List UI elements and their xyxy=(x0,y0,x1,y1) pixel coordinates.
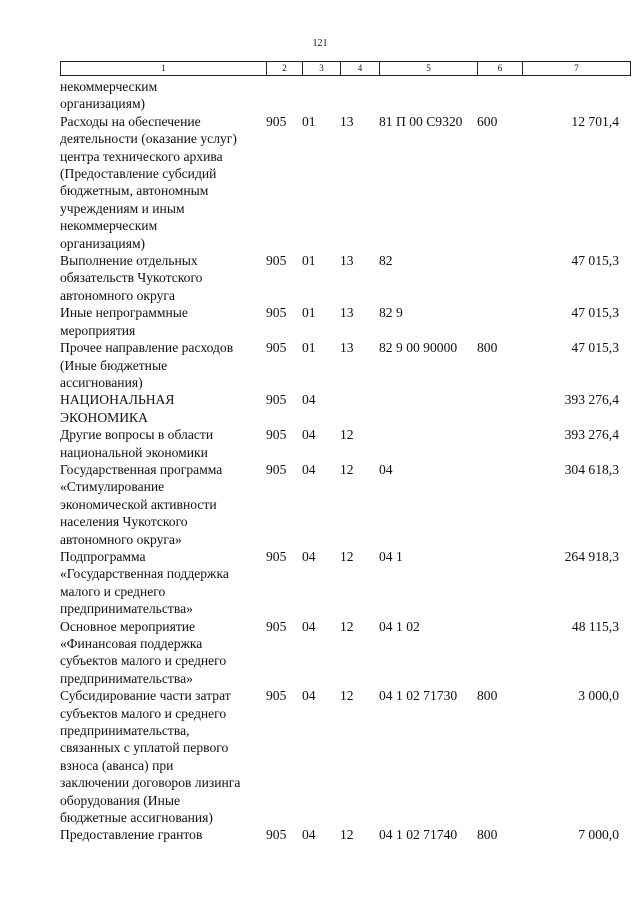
table-header xyxy=(60,61,631,76)
table-row xyxy=(60,618,631,688)
row-expense-type xyxy=(477,252,522,304)
row-amount: 3 000,0 xyxy=(578,688,619,704)
row-subsection: 12 xyxy=(340,827,354,843)
row-name: Расходы на обеспечение деятельности (оказание услуг) центра технического архива (Предоставление субсидий бюджетным, автономным учреждениям и иным некоммерческим организациям) xyxy=(60,113,237,251)
row-section: 04 xyxy=(302,461,316,477)
row-subsection: 13 xyxy=(340,253,354,269)
row-target-code: 04 xyxy=(379,461,393,477)
row-amount: 47 015,3 xyxy=(571,305,619,321)
row-grbs: 905 xyxy=(266,305,287,321)
row-amount: 393 276,4 xyxy=(564,427,619,443)
row-subsection: 12 xyxy=(340,688,354,704)
row-amount: 47 015,3 xyxy=(571,253,619,269)
table-row xyxy=(60,339,631,391)
row-name: некоммерческим организациям) xyxy=(60,79,158,112)
row-grbs: 905 xyxy=(266,427,287,443)
row-name: НАЦИОНАЛЬНАЯ ЭКОНОМИКА xyxy=(60,392,175,425)
row-grbs: 905 xyxy=(266,618,287,634)
table-row xyxy=(60,426,631,461)
page-number: 121 xyxy=(312,38,328,49)
row-section: 01 xyxy=(302,305,316,321)
header-col-5: 5 xyxy=(380,62,478,75)
table-row xyxy=(60,391,631,426)
row-amount: 393 276,4 xyxy=(564,392,619,408)
row-name: Иные непрограммные мероприятия xyxy=(60,305,188,338)
row-grbs: 905 xyxy=(266,827,287,843)
row-name: Прочее направление расходов (Иные бюджетные ассигнования) xyxy=(60,340,234,390)
row-section: 01 xyxy=(302,113,316,129)
table-row xyxy=(60,113,631,252)
row-subsection: 12 xyxy=(340,618,354,634)
row-expense-type xyxy=(477,304,522,339)
row-amount: 48 115,3 xyxy=(571,618,619,634)
row-amount xyxy=(522,78,631,113)
row-section: 01 xyxy=(302,253,316,269)
row-section: 04 xyxy=(302,618,316,634)
row-expense-type xyxy=(477,548,522,618)
table-row xyxy=(60,78,631,113)
row-section: 04 xyxy=(302,392,316,408)
row-section: 04 xyxy=(302,688,316,704)
table-row xyxy=(60,252,631,304)
row-subsection: 12 xyxy=(340,427,354,443)
row-target-code: 04 1 02 xyxy=(379,618,420,634)
header-col-6: 6 xyxy=(478,62,523,75)
row-amount: 264 918,3 xyxy=(564,548,619,564)
row-section: 04 xyxy=(302,827,316,843)
row-subsection xyxy=(340,391,379,426)
row-expense-type: 800 xyxy=(477,827,498,843)
table-row xyxy=(60,548,631,618)
row-target-code xyxy=(379,426,477,461)
row-expense-type xyxy=(477,461,522,548)
row-expense-type: 800 xyxy=(477,340,498,356)
table-row xyxy=(60,304,631,339)
row-expense-type xyxy=(477,78,522,113)
header-col-4: 4 xyxy=(341,62,380,75)
row-subsection: 13 xyxy=(340,305,354,321)
row-grbs: 905 xyxy=(266,688,287,704)
row-name: Другие вопросы в области национальной экономики xyxy=(60,427,214,460)
row-amount: 47 015,3 xyxy=(571,340,619,356)
row-amount: 7 000,0 xyxy=(578,827,619,843)
row-amount: 12 701,4 xyxy=(571,113,619,129)
row-section xyxy=(302,78,340,113)
row-subsection: 13 xyxy=(340,113,354,129)
row-grbs: 905 xyxy=(266,253,287,269)
table-row xyxy=(60,687,631,826)
row-target-code: 81 П 00 С9320 xyxy=(379,113,463,129)
row-expense-type xyxy=(477,618,522,688)
row-target-code: 04 1 xyxy=(379,548,403,564)
row-subsection: 13 xyxy=(340,340,354,356)
row-amount: 304 618,3 xyxy=(564,461,619,477)
row-expense-type xyxy=(477,426,522,461)
row-expense-type xyxy=(477,391,522,426)
row-name: Основное мероприятие «Финансовая поддержка субъектов малого и среднего предпринимательства» xyxy=(60,618,227,686)
row-target-code: 82 xyxy=(379,253,393,269)
row-name: Государственная программа «Стимулирование экономической активности населения Чукотского автономного округа» xyxy=(60,461,223,547)
row-target-code: 82 9 xyxy=(379,305,403,321)
row-grbs: 905 xyxy=(266,548,287,564)
header-col-1: 1 xyxy=(61,62,267,75)
row-name: Субсидирование части затрат субъектов малого и среднего предпринимательства, связанных с уплатой первого взноса (аванса) при заключении договоров лизинга оборудования (Иные бюджетные ассигнования) xyxy=(60,688,241,826)
budget-table-body xyxy=(60,78,631,844)
row-grbs: 905 xyxy=(266,392,287,408)
row-name: Подпрограмма «Государственная поддержка малого и среднего предпринимательства» xyxy=(60,548,229,617)
row-expense-type: 800 xyxy=(477,688,498,704)
row-section: 04 xyxy=(302,548,316,564)
row-target-code xyxy=(379,391,477,426)
header-col-7: 7 xyxy=(574,63,579,73)
row-grbs: 905 xyxy=(266,113,287,129)
header-col-3: 3 xyxy=(303,62,341,75)
table-row xyxy=(60,461,631,548)
row-subsection: 12 xyxy=(340,461,354,477)
row-subsection: 12 xyxy=(340,548,354,564)
row-section: 04 xyxy=(302,427,316,443)
row-expense-type: 600 xyxy=(477,113,498,129)
row-grbs xyxy=(266,78,302,113)
row-grbs: 905 xyxy=(266,340,287,356)
row-target-code: 04 1 02 71740 xyxy=(379,827,458,843)
row-target-code: 04 1 02 71730 xyxy=(379,688,458,704)
table-row xyxy=(60,826,631,843)
row-target-code: 82 9 00 90000 xyxy=(379,340,458,356)
row-section: 01 xyxy=(302,340,316,356)
row-subsection xyxy=(340,78,379,113)
row-target-code xyxy=(379,78,477,113)
row-name: Выполнение отдельных обязательств Чукотского автономного округа xyxy=(60,253,203,303)
row-name: Предоставление грантов xyxy=(60,827,203,843)
row-grbs: 905 xyxy=(266,461,287,477)
header-col-2: 2 xyxy=(267,62,303,75)
